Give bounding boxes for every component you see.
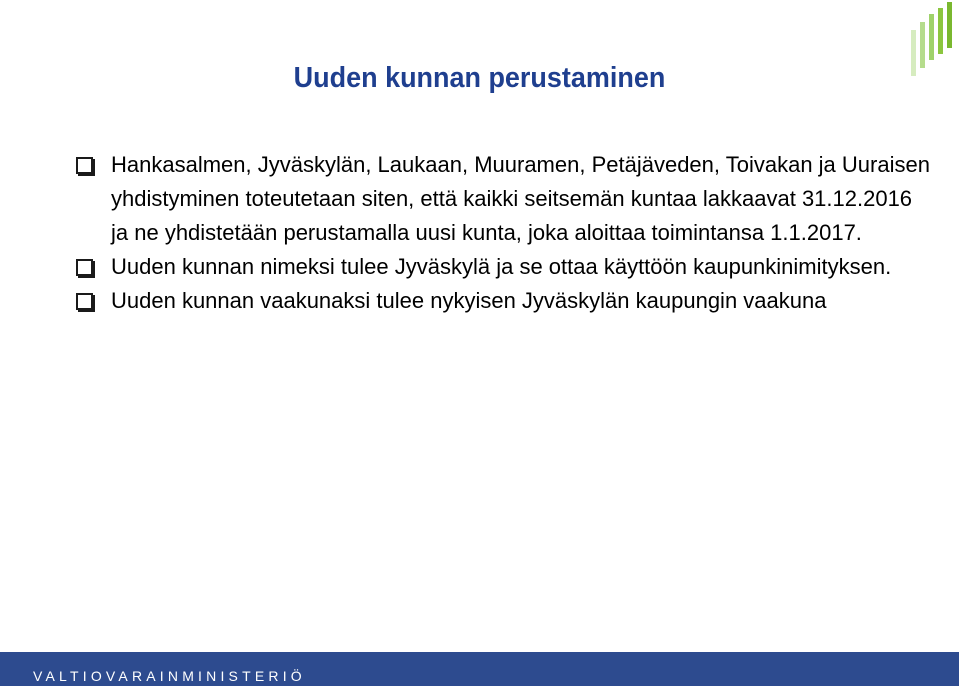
footer-organization: VALTIOVARAINMINISTERIÖ [33,668,306,684]
bullet-text: Uuden kunnan vaakunaksi tulee nykyisen Jyväskylän kaupungin vaakuna [111,288,827,313]
slide-title: Uuden kunnan perustaminen [293,62,666,94]
logo-bar-2 [920,22,925,68]
square-bullet-icon [76,259,93,276]
logo-bar-4 [938,8,943,54]
footer-bar [0,652,959,686]
bullet-item [72,250,932,284]
logo-bar-1 [911,30,916,76]
bullet-text: Uuden kunnan nimeksi tulee Jyväskylä ja se ottaa käyttöön kaupunkinimityksen. [111,254,892,279]
bullet-text: Hankasalmen, Jyväskylän, Laukaan, Muuramen, Petäjäveden, Toivakan ja Uuraisen yhdistyminen toteutetaan siten, että kaikki seitsemän kuntaa lakkaavat 31.12.2016 ja ne yhdistetään perustamalla uusi kunta, joka aloittaa toimintansa 1.1.2017. [111,152,930,245]
bullet-list [72,148,932,318]
logo-bar-3 [929,14,934,60]
bar-logo-icon [909,0,959,80]
square-bullet-icon [76,157,93,174]
bullet-item [72,148,932,250]
logo-bar-5 [947,2,952,48]
bullet-item [72,284,932,318]
square-bullet-icon [76,293,93,310]
